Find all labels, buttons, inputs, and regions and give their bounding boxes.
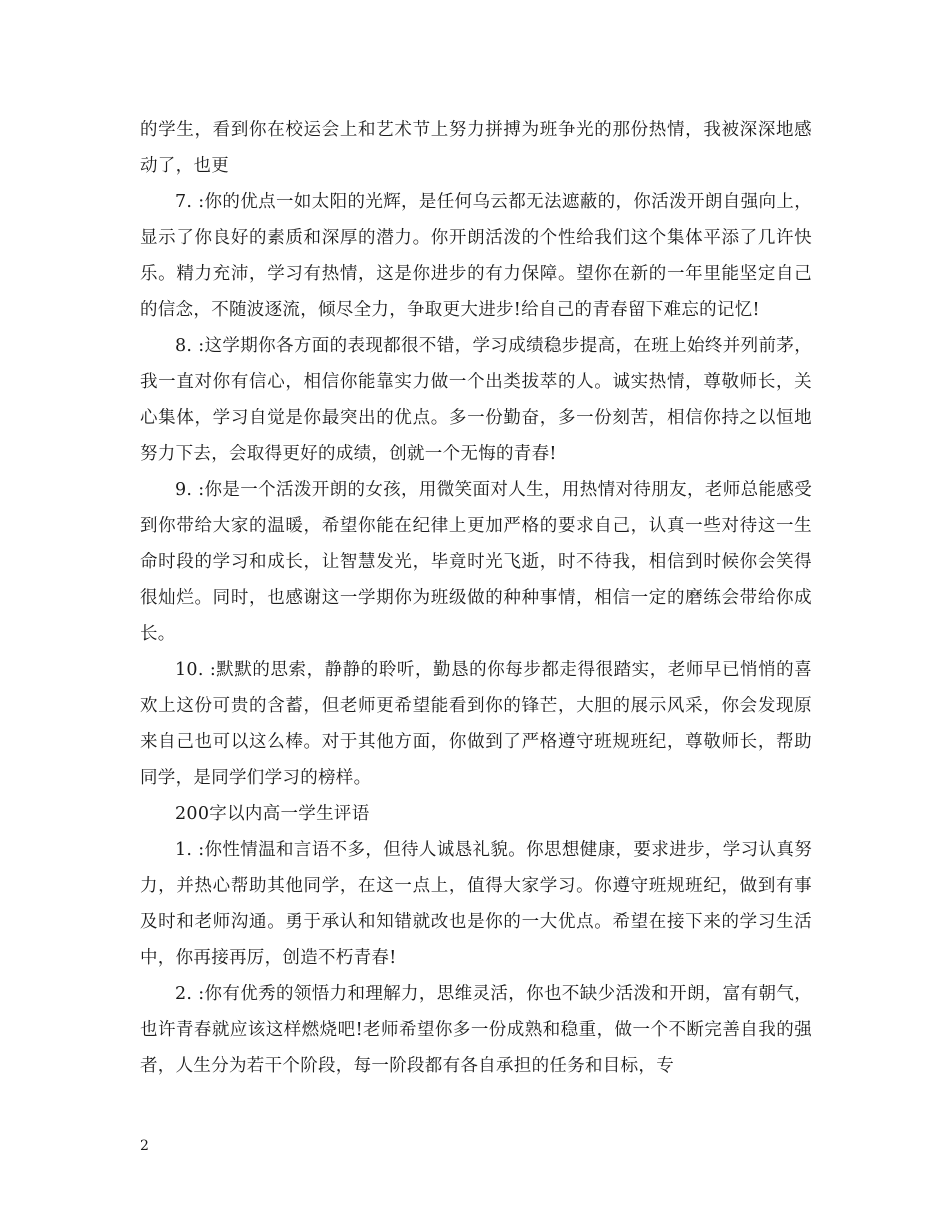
paragraph-continuation: 的学生，看到你在校运会上和艺术节上努力拼搏为班争光的那份热情，我被深深地感动了，也更: [140, 120, 812, 176]
section-heading: 200字以内高一学生评语: [175, 804, 370, 824]
document-body: [140, 112, 812, 1084]
paragraph-comment-10: 10. :默默的思索，静静的聆听，勤恳的你每步都走得很踏实，老师早已悄悄的喜欢上这份可贵的含蓄，但老师更希望能看到你的锋芒，大胆的展示风采，你会发现原来自己也可以这么棒。对于其他方面，你做到了严格遵守班规班纪，尊敬师长，帮助同学，是同学们学习的榜样。: [140, 660, 812, 788]
paragraph-comment-8: 8. :这学期你各方面的表现都很不错，学习成绩稳步提高，在班上始终并列前茅，我一直对你有信心，相信你能靠实力做一个出类拔萃的人。诚实热情，尊敬师长，关心集体，学习自觉是你最突出的优点。多一份勤奋，多一份刻苦，相信你持之以恒地努力下去，会取得更好的成绩，创就一个无悔的青春!: [140, 336, 812, 464]
page-number: 2: [140, 1138, 149, 1154]
paragraph-comment-2: 2. :你有优秀的领悟力和理解力，思维灵活，你也不缺少活泼和开朗，富有朝气，也许青春就应该这样燃烧吧!老师希望你多一份成熟和稳重，做一个不断完善自我的强者，人生分为若干个阶段，每一阶段都有各自承担的任务和目标，专: [140, 984, 812, 1076]
paragraph-comment-1: 1. :你性情温和言语不多，但待人诚恳礼貌。你思想健康，要求进步，学习认真努力，并热心帮助其他同学，在这一点上，值得大家学习。你遵守班规班纪，做到有事及时和老师沟通。勇于承认和知错就改也是你的一大优点。希望在接下来的学习生活中，你再接再厉，创造不朽青春!: [140, 840, 812, 968]
paragraph-comment-7: 7. :你的优点一如太阳的光辉，是任何乌云都无法遮蔽的，你活泼开朗自强向上，显示了你良好的素质和深厚的潜力。你开朗活泼的个性给我们这个集体平添了几许快乐。精力充沛，学习有热情，这是你进步的有力保障。望你在新的一年里能坚定自己的信念，不随波逐流，倾尽全力，争取更大进步!给自己的青春留下难忘的记忆!: [140, 192, 812, 320]
paragraph-comment-9: 9. :你是一个活泼开朗的女孩，用微笑面对人生，用热情对待朋友，老师总能感受到你带给大家的温暖，希望你能在纪律上更加严格的要求自己，认真一些对待这一生命时段的学习和成长，让智慧发光，毕竟时光飞逝，时不待我，相信到时候你会笑得很灿烂。同时，也感谢这一学期你为班级做的种种事情，相信一定的磨练会带给你成长。: [140, 480, 812, 644]
